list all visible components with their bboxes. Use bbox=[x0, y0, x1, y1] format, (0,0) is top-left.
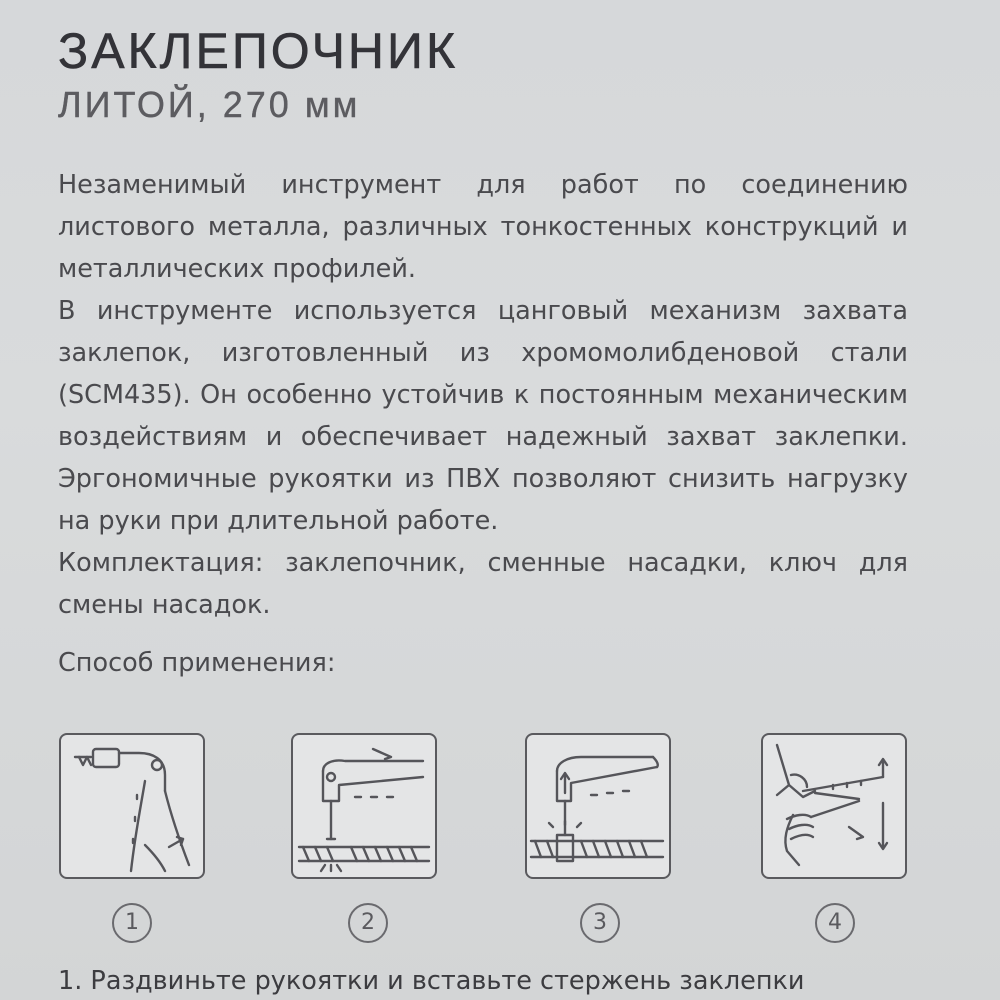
rivet-insert-icon bbox=[61, 735, 202, 876]
rivet-release-icon bbox=[763, 735, 904, 876]
step-1-illustration bbox=[59, 733, 205, 879]
product-title: ЗАКЛЕПОЧНИК bbox=[58, 23, 459, 79]
step-4-illustration bbox=[761, 733, 907, 879]
step-4-number: 4 bbox=[815, 903, 855, 943]
step-3-number: 3 bbox=[580, 903, 620, 943]
step-1-number: 1 bbox=[112, 903, 152, 943]
product-subtitle: ЛИТОЙ, 270 мм bbox=[58, 84, 361, 125]
description-paragraph: Комплектация: заклепочник, сменные насадки, ключ для смены насадок. bbox=[58, 548, 908, 620]
description-paragraph: В инструменте используется цанговый механизм захвата заклепок, изготовленный из хромомолибденовой стали (SCM435). Он особенно устойчив к постоянным механическим воздействиям и обеспечивает надежный захват заклепки. Эргономичные рукоятки из ПВХ позволяют снизить нагрузку на руки при длительной работе. bbox=[58, 296, 908, 536]
step-2-number: 2 bbox=[348, 903, 388, 943]
step-2-illustration bbox=[291, 733, 437, 879]
description-paragraph: Незаменимый инструмент для работ по соединению листового металла, различных тонкостенных конструкций и металлических профилей. bbox=[58, 170, 908, 284]
step-3-illustration bbox=[525, 733, 671, 879]
instruction-step-1: 1. Раздвиньте рукоятки и вставьте стержень заклепки bbox=[58, 966, 805, 996]
rivet-squeeze-icon bbox=[527, 735, 668, 876]
rivet-place-icon bbox=[293, 735, 434, 876]
product-description bbox=[58, 164, 908, 626]
usage-heading: Способ применения: bbox=[58, 648, 336, 678]
